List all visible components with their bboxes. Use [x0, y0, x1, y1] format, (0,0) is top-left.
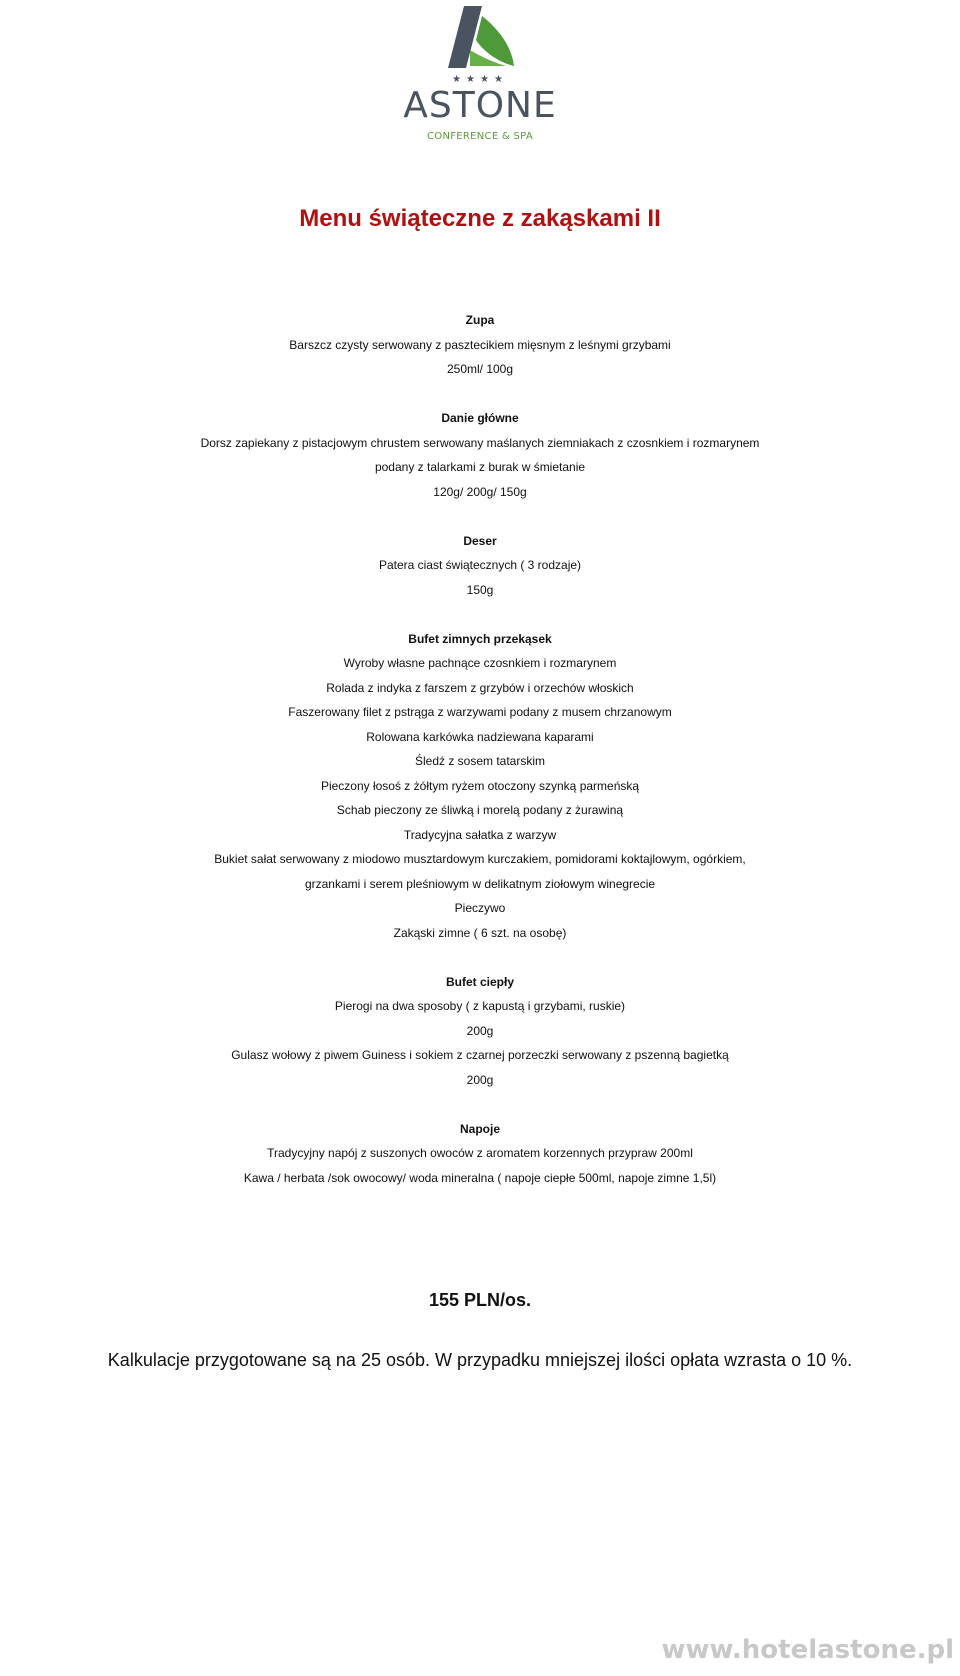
menu-line: Pierogi na dwa sposoby ( z kapustą i grzybami, ruskie) — [334, 999, 626, 1013]
menu-line: 200g — [466, 1072, 494, 1087]
menu-line: Zakąski zimne ( 6 szt. na osobę) — [393, 925, 567, 940]
menu-line: Tradycyjny napój z suszonych owoców z aromatem korzennych przypraw 200ml — [267, 1146, 693, 1160]
menu-line: Pieczony łosoś z żółtym ryżem otoczony szynką parmeńską — [320, 778, 640, 793]
menu-line: Gulasz wołowy z piwem Guiness i sokiem z czarnej porzeczki serwowany z pszenną bagietką — [231, 1048, 729, 1062]
section-heading-deser: Deser — [463, 533, 497, 548]
menu-line: 120g/ 200g/ 150g — [433, 484, 527, 499]
section-heading-zupa: Zupa — [465, 313, 495, 327]
menu-line: 150g — [466, 582, 494, 597]
menu-line: Rolada z indyka z farszem z grzybów i orzechów włoskich — [326, 680, 634, 695]
menu-line: Dorsz zapiekany z pistacjowym chrustem serwowany maślanych ziemniakach z czosnkiem i rozmarynem — [200, 435, 760, 450]
menu-line: grzankami i serem pleśniowym w delikatnym ziołowym winegrecie — [304, 876, 656, 891]
price-per-person: 155 PLN/os. — [428, 1290, 532, 1310]
menu-line: Patera ciast świątecznych ( 3 rodzaje) — [378, 558, 582, 572]
menu-line: Bukiet sałat serwowany z miodowo musztardowym kurczakiem, pomidorami koktajlowym, ogórkiem, — [214, 852, 746, 866]
brand-subtitle: CONFERENCE & SPA — [427, 131, 533, 142]
menu-line: Schab pieczony ze śliwką i morelą podany z żurawiną — [336, 803, 624, 817]
menu-line: Tradycyjna sałatka z warzyw — [403, 827, 557, 842]
menu-line: podany z talarkami z burak w śmietanie — [374, 460, 586, 474]
hotel-logo — [0, 0, 960, 150]
menu-line: Faszerowany filet z pstrąga z warzywami podany z musem chrzanowym — [288, 705, 672, 719]
menu-line: Wyroby własne pachnące czosnkiem i rozmarynem — [343, 656, 617, 670]
menu-line: Rolowana karkówka nadziewana kaparami — [366, 729, 594, 744]
menu-line: 200g — [466, 1023, 494, 1038]
astone-a-mark-icon — [0, 0, 960, 80]
section-heading-napoje: Napoje — [459, 1121, 500, 1136]
menu-line: Barszcz czysty serwowany z pasztecikiem mięsnym z leśnymi grzybami — [289, 337, 671, 352]
hotel-star-rating: ★★★★ — [452, 74, 508, 85]
brand-name: ASTONE — [403, 85, 557, 126]
menu-line: Kawa / herbata /sok owocowy/ woda mineralna ( napoje ciepłe 500ml, napoje zimne 1,5l) — [243, 1170, 717, 1185]
menu-line: 250ml/ 100g — [446, 362, 514, 376]
menu-line: Śledź z sosem tatarskim — [414, 754, 546, 768]
section-heading-bufet-cieply: Bufet ciepły — [445, 974, 514, 989]
section-heading-bufet-zimny: Bufet zimnych przekąsek — [408, 631, 552, 646]
menu-line: Pieczywo — [454, 901, 506, 915]
menu-title: Menu świąteczne z zakąskami II — [299, 205, 661, 232]
section-heading-danie-glowne: Danie główne — [441, 411, 519, 425]
calculation-note: Kalkulacje przygotowane są na 25 osób. W przypadku mniejszej ilości opłata wzrasta o 10 %. — [107, 1350, 853, 1370]
website-footer: www.hotelastone.pl — [661, 1635, 954, 1665]
menu-body — [0, 308, 960, 1190]
